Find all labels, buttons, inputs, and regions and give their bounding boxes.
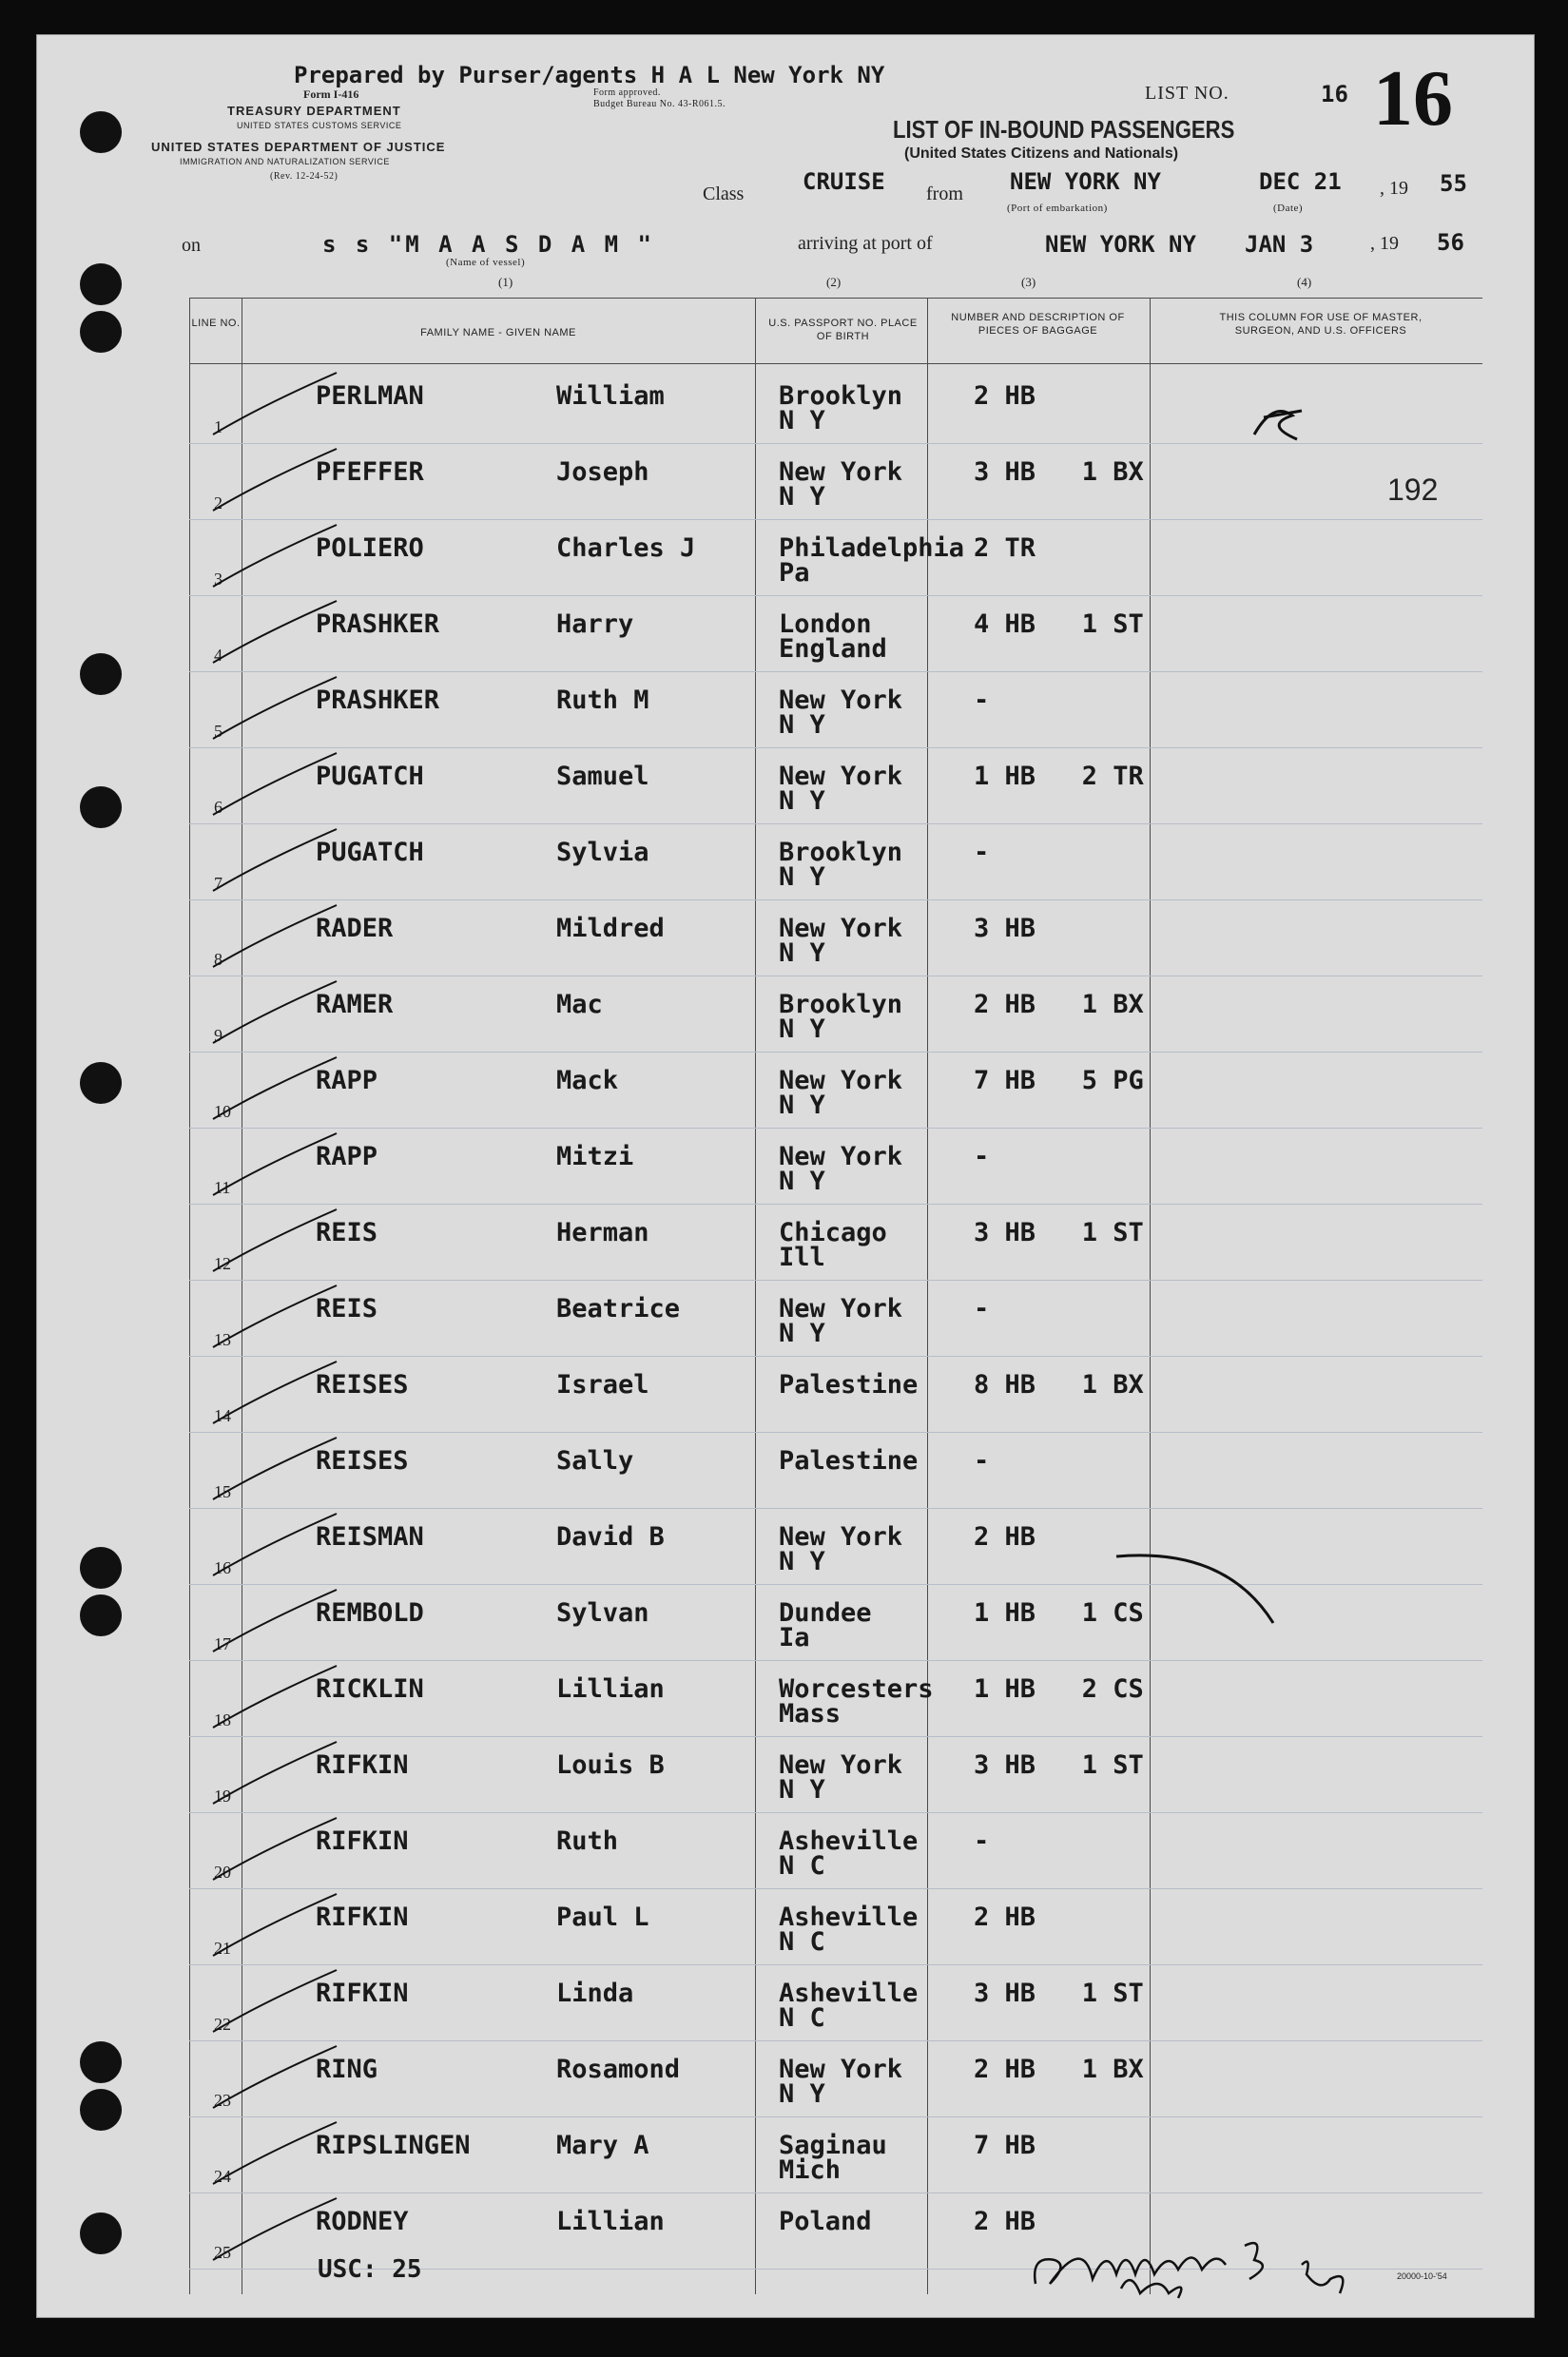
check-mark-icon xyxy=(203,1509,346,1585)
given-name: Mitzi xyxy=(556,1142,634,1171)
check-mark-icon xyxy=(203,1129,346,1205)
table-row xyxy=(37,1965,1534,2041)
list-no-typed: 16 xyxy=(1321,81,1348,107)
family-name: RIFKIN xyxy=(316,1903,409,1932)
table-row xyxy=(37,1737,1534,1813)
arrival-port: NEW YORK NY xyxy=(1045,231,1196,258)
place-of-birth: New York xyxy=(779,686,903,715)
family-name: PRASHKER xyxy=(316,686,440,715)
given-name: Harry xyxy=(556,609,634,639)
manifest-sheet xyxy=(36,34,1535,2318)
place-of-birth-state: N Y xyxy=(779,2079,825,2109)
table-row xyxy=(37,672,1534,748)
line-number: 14 xyxy=(214,1406,231,1425)
budget-bureau: Budget Bureau No. 43-R061.5. xyxy=(593,99,726,109)
baggage: 3 HB 1 BX xyxy=(974,457,1144,487)
form-revision: (Rev. 12-24-52) xyxy=(270,171,339,182)
place-of-birth: Worcesters xyxy=(779,1674,934,1704)
table-row xyxy=(37,1053,1534,1129)
check-mark-icon xyxy=(203,748,346,824)
list-no-label: LIST NO. xyxy=(1145,83,1229,104)
given-name: Samuel xyxy=(556,762,649,791)
baggage: 3 HB 1 ST xyxy=(974,1979,1144,2008)
date-caption: (Date) xyxy=(1273,203,1304,214)
given-name: Lillian xyxy=(556,1674,665,1704)
place-of-birth-state: N Y xyxy=(779,862,825,892)
footer-code: 20000-10-'54 xyxy=(1397,2271,1447,2281)
immigration-service: IMMIGRATION AND NATURALIZATION SERVICE xyxy=(180,157,390,166)
given-name: Sylvia xyxy=(556,838,649,867)
place-of-birth: New York xyxy=(779,1142,903,1171)
check-mark-icon xyxy=(203,1585,346,1661)
form-number: Form I-416 xyxy=(303,87,359,101)
line-number: 21 xyxy=(214,1939,231,1958)
check-mark-icon xyxy=(203,2041,346,2117)
check-mark-icon xyxy=(203,1889,346,1965)
family-name: RAPP xyxy=(316,1142,378,1171)
family-name: PERLMAN xyxy=(316,381,424,411)
date-year-prefix: , 19 xyxy=(1380,178,1408,199)
form-approved: Form approved. xyxy=(593,87,661,98)
baggage: - xyxy=(974,1826,990,1856)
given-name: David B xyxy=(556,1522,665,1552)
treasury-dept: TREASURY DEPARTMENT xyxy=(227,104,401,118)
page-subtitle: (United States Citizens and Nationals) xyxy=(904,145,1179,162)
customs-service: UNITED STATES CUSTOMS SERVICE xyxy=(237,121,402,130)
line-number: 8 xyxy=(214,950,223,969)
family-name: PUGATCH xyxy=(316,762,424,791)
line-number: 19 xyxy=(214,1787,231,1806)
table-row xyxy=(37,748,1534,824)
col-header-name: FAMILY NAME - GIVEN NAME xyxy=(420,327,576,338)
place-of-birth-state: N Y xyxy=(779,1319,825,1348)
column-marker: (3) xyxy=(1021,275,1036,289)
place-of-birth-state: N Y xyxy=(779,406,825,435)
line-number: 2 xyxy=(214,493,223,512)
column-marker: (1) xyxy=(498,275,513,289)
port-embark-caption: (Port of embarkation) xyxy=(1007,203,1108,214)
baggage: 3 HB 1 ST xyxy=(974,1750,1144,1780)
baggage: - xyxy=(974,1446,990,1476)
baggage: 3 HB xyxy=(974,914,1036,943)
given-name: Mary A xyxy=(556,2131,649,2160)
place-of-birth-state: N Y xyxy=(779,1547,825,1576)
on-label: on xyxy=(182,235,201,256)
given-name: Israel xyxy=(556,1370,649,1400)
list-no-stamp: 16 xyxy=(1373,54,1453,143)
check-mark-icon xyxy=(203,976,346,1053)
line-number: 9 xyxy=(214,1026,223,1045)
line-number: 22 xyxy=(214,2015,231,2034)
line-number: 4 xyxy=(214,646,223,665)
officer-number: 192 xyxy=(1387,473,1439,507)
table-row xyxy=(37,1357,1534,1433)
baggage: - xyxy=(974,1294,990,1323)
baggage: 2 HB xyxy=(974,2207,1036,2236)
place-of-birth: Poland xyxy=(779,2207,872,2236)
check-mark-icon xyxy=(203,520,346,596)
place-of-birth: Asheville xyxy=(779,1903,919,1932)
given-name: Mildred xyxy=(556,914,665,943)
check-mark-icon xyxy=(203,1357,346,1433)
family-name: POLIERO xyxy=(316,533,424,563)
place-of-birth-state: Mich xyxy=(779,2155,842,2185)
place-of-birth-state: N Y xyxy=(779,710,825,740)
table-row xyxy=(37,444,1534,520)
table-row xyxy=(37,1509,1534,1585)
place-of-birth-state: N Y xyxy=(779,1167,825,1196)
place-of-birth-state: England xyxy=(779,634,887,664)
place-of-birth-state: N Y xyxy=(779,1091,825,1120)
prepared-by: Prepared by Purser/agents H A L New York NY xyxy=(294,62,885,88)
baggage: 1 HB 2 TR xyxy=(974,762,1144,791)
check-mark-icon xyxy=(203,1661,346,1737)
place-of-birth-state: N C xyxy=(779,1851,825,1881)
baggage: 2 HB 1 BX xyxy=(974,990,1144,1019)
line-number: 7 xyxy=(214,874,223,893)
baggage: 1 HB 1 CS xyxy=(974,1598,1144,1628)
given-name: Linda xyxy=(556,1979,634,2008)
place-of-birth: New York xyxy=(779,457,903,487)
line-number: 18 xyxy=(214,1710,231,1729)
family-name: RADER xyxy=(316,914,394,943)
table-row xyxy=(37,1661,1534,1737)
family-name: PUGATCH xyxy=(316,838,424,867)
line-number: 16 xyxy=(214,1558,231,1577)
given-name: Lillian xyxy=(556,2207,665,2236)
class-value: CRUISE xyxy=(803,168,885,195)
family-name: REIS xyxy=(316,1294,378,1323)
given-name: Mac xyxy=(556,990,603,1019)
baggage: 2 HB xyxy=(974,1903,1036,1932)
place-of-birth: Dundee xyxy=(779,1598,872,1628)
place-of-birth-state: N Y xyxy=(779,1014,825,1044)
handwritten-mark-icon xyxy=(1245,396,1321,454)
line-number: 17 xyxy=(214,1634,231,1653)
family-name: RICKLIN xyxy=(316,1674,424,1704)
given-name: Herman xyxy=(556,1218,649,1247)
line-number: 5 xyxy=(214,722,223,741)
family-name: REIS xyxy=(316,1218,378,1247)
table-row xyxy=(37,1281,1534,1357)
table-row xyxy=(37,1205,1534,1281)
place-of-birth: New York xyxy=(779,2055,903,2084)
place-of-birth: Asheville xyxy=(779,1979,919,2008)
check-mark-icon xyxy=(203,2117,346,2193)
arriving-label: arriving at port of xyxy=(798,233,933,254)
table-row xyxy=(37,900,1534,976)
line-number: 25 xyxy=(214,2243,231,2262)
family-name: RAPP xyxy=(316,1066,378,1095)
family-name: RIFKIN xyxy=(316,1826,409,1856)
line-number: 10 xyxy=(214,1102,231,1121)
place-of-birth: Palestine xyxy=(779,1446,919,1476)
given-name: Paul L xyxy=(556,1903,649,1932)
line-number: 12 xyxy=(214,1254,231,1273)
given-name: Rosamond xyxy=(556,2055,681,2084)
place-of-birth: London xyxy=(779,609,872,639)
place-of-birth-state: N Y xyxy=(779,786,825,816)
arrival-date: JAN 3 xyxy=(1245,231,1314,258)
given-name: Sylvan xyxy=(556,1598,649,1628)
place-of-birth: New York xyxy=(779,1066,903,1095)
place-of-birth: Brooklyn xyxy=(779,381,903,411)
line-number: 11 xyxy=(214,1178,231,1197)
baggage: 2 TR xyxy=(974,533,1036,563)
check-mark-icon xyxy=(203,900,346,976)
family-name: REISES xyxy=(316,1446,409,1476)
family-name: RIFKIN xyxy=(316,1750,409,1780)
place-of-birth-state: Pa xyxy=(779,558,810,588)
place-of-birth-state: Ia xyxy=(779,1623,810,1652)
family-name: REISMAN xyxy=(316,1522,424,1552)
col-header-baggage: NUMBER AND DESCRIPTION OF PIECES OF BAGGAGE xyxy=(951,312,1125,337)
table-row xyxy=(37,2041,1534,2117)
table-row xyxy=(37,824,1534,900)
justice-dept: UNITED STATES DEPARTMENT OF JUSTICE xyxy=(151,140,446,154)
given-name: Ruth xyxy=(556,1826,619,1856)
family-name: REISES xyxy=(316,1370,409,1400)
handwritten-signature-icon xyxy=(1026,2227,1425,2303)
table-row xyxy=(37,520,1534,596)
place-of-birth: Palestine xyxy=(779,1370,919,1400)
table-row xyxy=(37,1129,1534,1205)
from-value: NEW YORK NY xyxy=(1010,168,1161,195)
table-row xyxy=(37,596,1534,672)
line-number: 6 xyxy=(214,798,223,817)
table-row xyxy=(37,1585,1534,1661)
class-label: Class xyxy=(703,184,745,204)
line-number: 3 xyxy=(214,570,223,589)
check-mark-icon xyxy=(203,824,346,900)
date-year: 55 xyxy=(1440,170,1467,197)
line-number: 1 xyxy=(214,417,223,436)
table-row xyxy=(37,2117,1534,2193)
column-marker: (4) xyxy=(1297,275,1312,289)
place-of-birth: New York xyxy=(779,762,903,791)
place-of-birth-state: N Y xyxy=(779,482,825,512)
baggage: 2 HB xyxy=(974,381,1036,411)
arrival-year: 56 xyxy=(1437,229,1464,256)
family-name: RIFKIN xyxy=(316,1979,409,2008)
check-mark-icon xyxy=(203,672,346,748)
place-of-birth: Brooklyn xyxy=(779,990,903,1019)
from-label: from xyxy=(926,184,963,204)
place-of-birth: Saginau xyxy=(779,2131,887,2160)
given-name: Sally xyxy=(556,1446,634,1476)
place-of-birth-state: N Y xyxy=(779,1775,825,1805)
place-of-birth: New York xyxy=(779,914,903,943)
date-value: DEC 21 xyxy=(1259,168,1342,195)
place-of-birth: Brooklyn xyxy=(779,838,903,867)
line-number: 20 xyxy=(214,1863,231,1882)
place-of-birth: Philadelphia xyxy=(779,533,965,563)
baggage: 1 HB 2 CS xyxy=(974,1674,1144,1704)
family-name: PFEFFER xyxy=(316,457,424,487)
baggage: 7 HB 5 PG xyxy=(974,1066,1144,1095)
given-name: Beatrice xyxy=(556,1294,681,1323)
handwritten-arc-icon xyxy=(1112,1547,1283,1633)
table-row xyxy=(37,976,1534,1053)
place-of-birth: New York xyxy=(779,1522,903,1552)
family-name: RING xyxy=(316,2055,378,2084)
col-header-officers: THIS COLUMN FOR USE OF MASTER, SURGEON, AND U.S. OFFICERS xyxy=(1219,312,1423,337)
baggage: 7 HB xyxy=(974,2131,1036,2160)
place-of-birth-state: N C xyxy=(779,2003,825,2033)
baggage: - xyxy=(974,1142,990,1171)
page-title: LIST OF IN-BOUND PASSENGERS xyxy=(893,115,1235,144)
given-name: Joseph xyxy=(556,457,649,487)
baggage: 8 HB 1 BX xyxy=(974,1370,1144,1400)
check-mark-icon xyxy=(203,444,346,520)
check-mark-icon xyxy=(203,1053,346,1129)
place-of-birth: New York xyxy=(779,1294,903,1323)
table-row xyxy=(37,1813,1534,1889)
check-mark-icon xyxy=(203,596,346,672)
given-name: Mack xyxy=(556,1066,619,1095)
line-number: 15 xyxy=(214,1482,231,1501)
check-mark-icon xyxy=(203,1205,346,1281)
place-of-birth: Chicago xyxy=(779,1218,887,1247)
line-number: 13 xyxy=(214,1330,231,1349)
check-mark-icon xyxy=(203,1281,346,1357)
table-row xyxy=(37,1433,1534,1509)
family-name: PRASHKER xyxy=(316,609,440,639)
place-of-birth-state: Ill xyxy=(779,1243,825,1272)
given-name: William xyxy=(556,381,665,411)
usc-total: USC: 25 xyxy=(318,2255,422,2284)
place-of-birth-state: N C xyxy=(779,1927,825,1957)
place-of-birth: New York xyxy=(779,1750,903,1780)
baggage: - xyxy=(974,838,990,867)
family-name: RAMER xyxy=(316,990,394,1019)
baggage: 4 HB 1 ST xyxy=(974,609,1144,639)
line-number: 24 xyxy=(214,2167,231,2186)
check-mark-icon xyxy=(203,1433,346,1509)
col-header-line: LINE NO. xyxy=(191,318,241,329)
column-marker: (2) xyxy=(826,275,842,289)
check-mark-icon xyxy=(203,1813,346,1889)
place-of-birth-state: Mass xyxy=(779,1699,842,1729)
place-of-birth: Asheville xyxy=(779,1826,919,1856)
baggage: - xyxy=(974,686,990,715)
place-of-birth-state: N Y xyxy=(779,938,825,968)
col-header-passport: U.S. PASSPORT NO. PLACE OF BIRTH xyxy=(768,318,918,342)
table-row xyxy=(37,1889,1534,1965)
given-name: Ruth M xyxy=(556,686,649,715)
arrival-year-prefix: , 19 xyxy=(1370,233,1399,254)
vessel-caption: (Name of vessel) xyxy=(446,257,526,268)
check-mark-icon xyxy=(203,1965,346,2041)
baggage: 3 HB 1 ST xyxy=(974,1218,1144,1247)
check-mark-icon xyxy=(203,1737,346,1813)
given-name: Louis B xyxy=(556,1750,665,1780)
family-name: REMBOLD xyxy=(316,1598,424,1628)
check-mark-icon xyxy=(203,368,346,444)
vessel-name: s s "M A A S D A M " xyxy=(322,231,654,258)
line-number: 23 xyxy=(214,2091,231,2110)
baggage: 2 HB xyxy=(974,1522,1036,1552)
passenger-table xyxy=(37,35,1534,2317)
baggage: 2 HB 1 BX xyxy=(974,2055,1144,2084)
family-name: RIPSLINGEN xyxy=(316,2131,471,2160)
family-name: RODNEY xyxy=(316,2207,409,2236)
given-name: Charles J xyxy=(556,533,696,563)
